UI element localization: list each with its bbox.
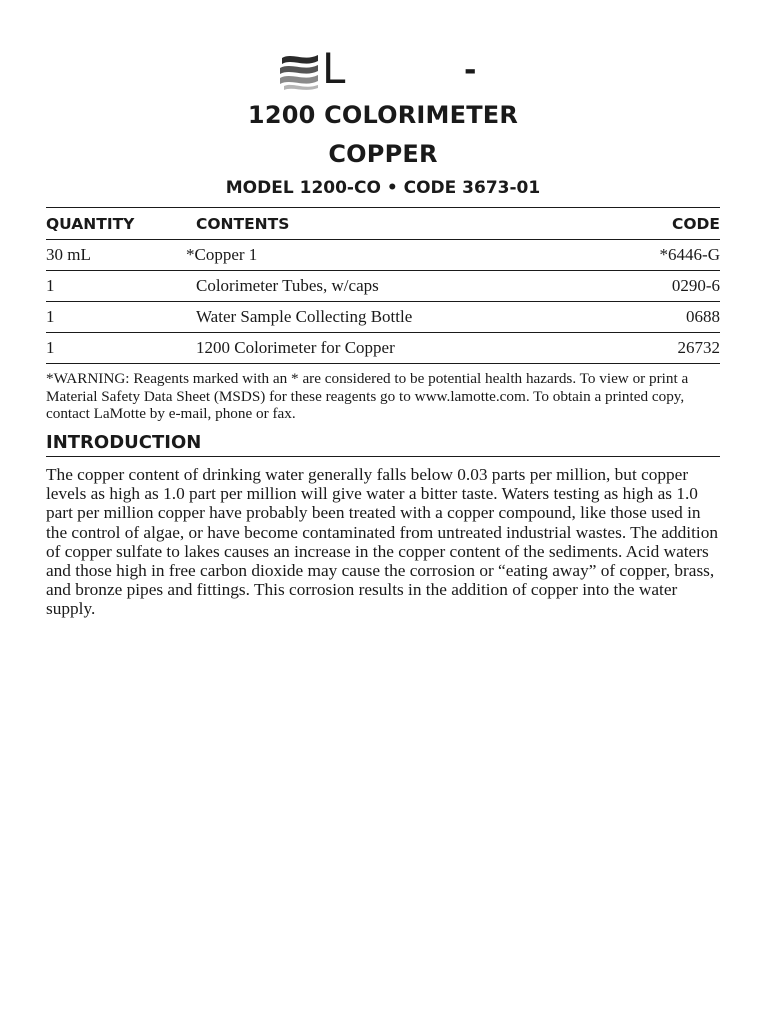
- row-quantity: 1: [46, 302, 186, 333]
- row-code: *6446-G: [600, 240, 720, 271]
- document-subtitle: COPPER: [328, 140, 438, 168]
- row-quantity: 1: [46, 271, 186, 302]
- row-code: 0290-6: [600, 271, 720, 302]
- introduction-body: The copper content of drinking water generally falls below 0.03 parts per million, but copper levels as high as 1.0 part per million will give water a bitter taste. Waters testing as high as 1.0 part per million copper have probably been treated with a copper compound, like those used in the control of algae, or have become contaminated from untreated industrial wastes. The addition of copper sulfate to lakes causes an increase in the copper content of the sediments. Acid waters and those high in free carbon dioxide may cause the corrosion or “eating away” of copper, brass, and bronze pipes and fittings. This corrosion results in the addition of copper into the water supply.: [46, 465, 718, 619]
- row-quantity: 1: [46, 333, 186, 364]
- model-code-line: MODEL 1200-CO • CODE 3673-01: [225, 178, 541, 198]
- introduction-heading: INTRODUCTION: [46, 432, 720, 457]
- header-code: CODE: [600, 208, 720, 240]
- row-code: 0688: [600, 302, 720, 333]
- table-row: [46, 333, 720, 364]
- logo-letter: L: [322, 44, 346, 93]
- document-title: 1200 COLORIMETER: [247, 101, 519, 129]
- logo-dash: -: [464, 53, 477, 88]
- brand-logo: [278, 44, 538, 98]
- table-row: [46, 271, 720, 302]
- table-row: [46, 240, 720, 271]
- table-header-row: [46, 208, 720, 240]
- row-contents: Water Sample Collecting Bottle: [186, 302, 600, 333]
- row-contents: Colorimeter Tubes, w/caps: [186, 271, 600, 302]
- header-quantity: QUANTITY: [46, 208, 186, 240]
- row-contents: 1200 Colorimeter for Copper: [186, 333, 600, 364]
- table-row: [46, 302, 720, 333]
- header-contents: CONTENTS: [186, 208, 600, 240]
- row-quantity: 30 mL: [46, 240, 186, 271]
- row-code: 26732: [600, 333, 720, 364]
- lamotte-wave-logo-icon: [278, 52, 322, 92]
- contents-table: [46, 207, 720, 364]
- row-contents: *Copper 1: [186, 240, 600, 271]
- hazard-warning: *WARNING: Reagents marked with an * are considered to be potential health hazards. To view or print a Material Safety Data Sheet (MSDS) for these reagents go to www.lamotte.com. To obtain a printed copy, contact LaMotte by e-mail, phone or fax.: [46, 370, 689, 422]
